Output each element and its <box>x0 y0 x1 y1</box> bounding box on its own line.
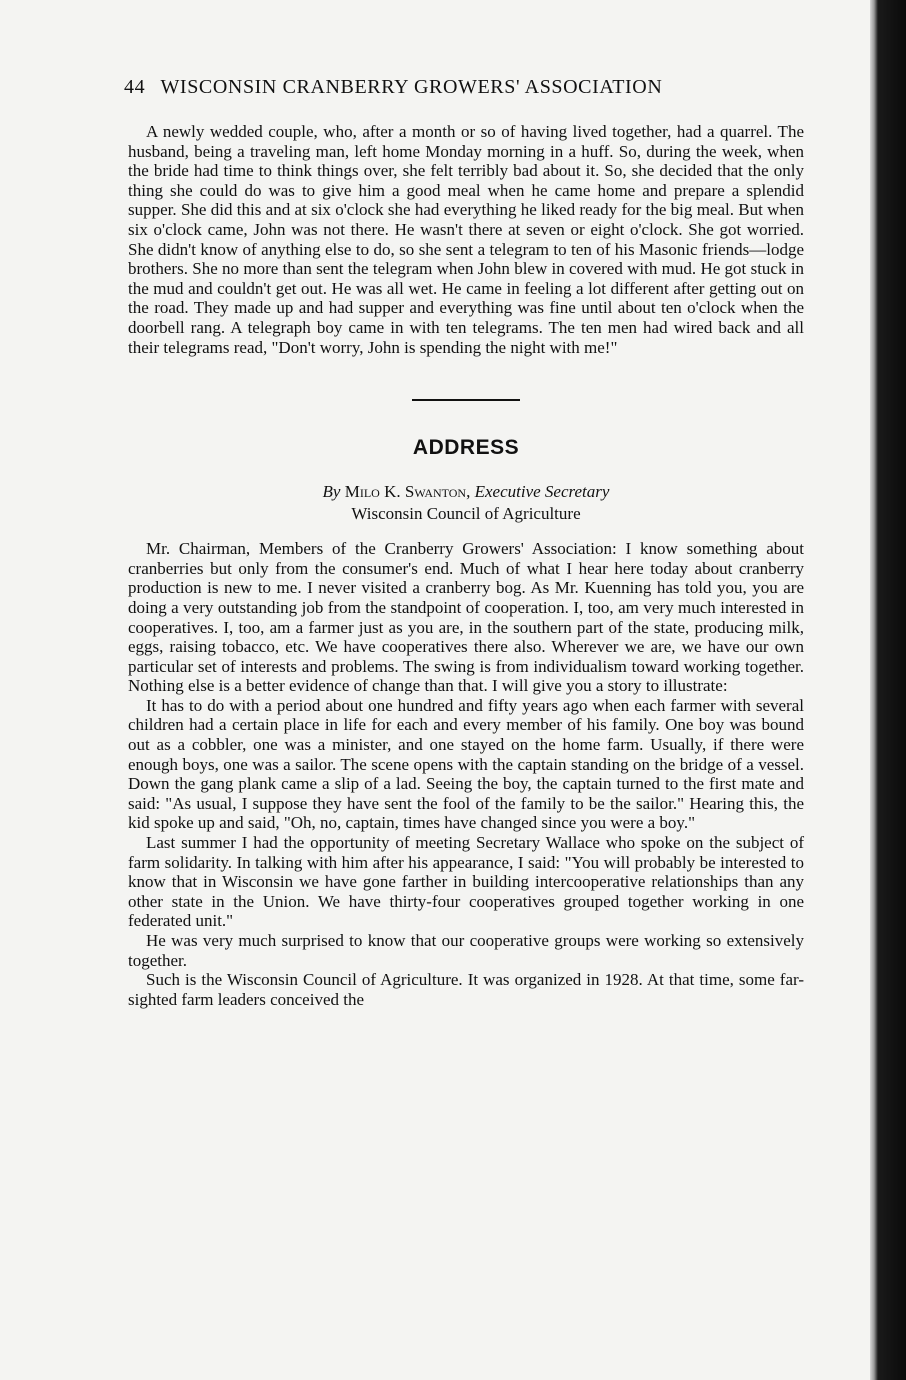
address-paragraph: It has to do with a period about one hundred and fifty years ago when each farmer with several children had a certain place in life for each and every member of his family. One boy was bound out as a cobbler, one was a minister, and one stayed on the home farm. Usually, if there were enough boys, one was a sailor. The scene opens with the captain standing on the bridge of a vessel. Down the gang plank came a slip of a lad. Seeing the boy, the captain turned to the first mate and said: "As usual, I suppose they have sent the fool of the family to be the sailor." Hearing this, the kid spoke up and said, "Oh, no, captain, times have changed since you were a boy." <box>128 695 804 833</box>
page-number: 44 <box>124 76 146 98</box>
address-paragraph: Such is the Wisconsin Council of Agriculture. It was organized in 1928. At that time, some far-sighted farm leaders conceived the <box>128 970 804 1009</box>
running-title: WISCONSIN CRANBERRY GROWERS' ASSOCIATION <box>160 76 663 98</box>
section-divider <box>412 399 520 401</box>
section-title: ADDRESS <box>412 436 520 460</box>
story-paragraph: A newly wedded couple, who, after a month or so of having lived together, had a quarrel. The husband, being a traveling man, left home Monday morning in a huff. So, during the week, when the bride had time to think things over, she felt terribly bad about it. So, she decided that the only thing she could do was to give him a good meal when he came home and prepare a splendid supper. She did this and at six o'clock she had everything he liked ready for the big meal. But when six o'clock came, John was not there. He wasn't there at seven or eight o'clock. She got worried. She didn't know of anything else to do, so she sent a telegram to ten of his Masonic friends—lodge brothers. She no more than sent the telegram when John blew in covered with mud. He got stuck in the mud and couldn't get out. He was all wet. He came in feeling a lot different after getting out on the road. They made up and had supper and everything was fine until about ten o'clock when the doorbell rang. A telegraph boy came in with ten telegrams. The ten men had wired back and all their telegrams read, "Don't worry, John is spending the night with me!" <box>128 122 804 357</box>
address-paragraph: Last summer I had the opportunity of meeting Secretary Wallace who spoke on the subject of farm solidarity. In talking with him after his appearance, I said: "You will probably be interested to know that in Wisconsin we have gone farther in building intercooperative relationships than any other state in the Union. We have thirty-four cooperatives grouped together working in one federated unit." <box>128 833 804 931</box>
page-edge-shadow <box>870 0 906 1380</box>
author-organization: Wisconsin Council of Agriculture <box>351 504 581 524</box>
address-paragraph: He was very much surprised to know that our cooperative groups were working so extensively together. <box>128 931 804 970</box>
author-name: Milo K. Swanton, <box>344 482 471 502</box>
byline <box>128 481 804 503</box>
author-role: Executive Secretary <box>474 482 610 502</box>
page-content <box>124 74 804 1009</box>
running-header <box>124 74 804 100</box>
address-paragraph: Mr. Chairman, Members of the Cranberry Growers' Association: I know something about cranberries but only from the consumer's end. Much of what I hear here today about cranberry production is new to me. I never visited a cranberry bog. As Mr. Kuenning has told you, you are doing a very outstanding job from the standpoint of cooperation. I, too, am very much interested in cooperatives. I, too, am a farmer just as you are, in the southern part of the state, producing milk, eggs, raising tobacco, etc. We have cooperatives there also. Wherever we are, we have our own particular set of interests and problems. The swing is from individualism toward working together. Nothing else is a better evidence of change than that. I will give you a story to illustrate: <box>128 539 804 696</box>
byline-by: By <box>322 482 341 502</box>
